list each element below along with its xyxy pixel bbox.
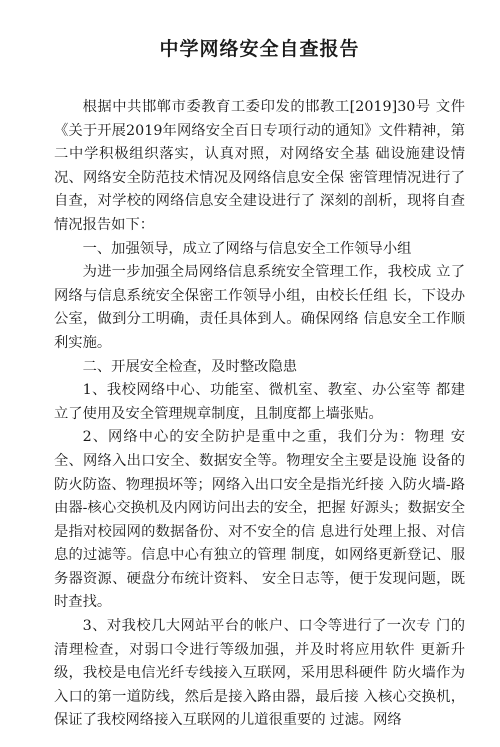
section-heading-2: 二、开展安全检查，及时整改隐患 [82, 358, 298, 375]
item-3-paragraph: 3、对我校几大网站平台的帐户、口令等进行了一次专 门的清理检查，对弱口令进行等级加强，并及时将应用软件 更新升级，我校是电信光纤专线接入互联网，采用思科硬件 防火墙作为入口的第一道防线，然后是接入路由器，最后接 入核心交换机，保证了我校网络接入互联网的儿道很重要的 过滤。网络 [54, 618, 465, 729]
intro-paragraph: 根据中共邯郸市委教育工委印发的邯教工[2019]30号 文件《关于开展2019年网络安全百日专项行动的通知》文件精神，第二中学积极组织落实，认真对照，对网络安全基 础设施建设情况、网络安全防范技术情况及网络信息安全保 密管理情况进行了自查，对学校的网络信息安全建设进行了 深刻的剖析，现将自查情况报告如下： [54, 99, 465, 233]
section-1-paragraph: 为进一步加强全局网络信息系统安全管理工作，我校成 立了网络与信息系统安全保密工作领导小组，由校长任组 长，下设办公室，做到分工明确，责任具体到人。确保网络 信息安全工作顺利实施。 [54, 264, 465, 351]
item-1-paragraph: 1、我校网络中心、功能室、微机室、教室、办公室等 都建立了使用及安全管理规章制度，且制度都上墙张贴。 [54, 382, 465, 422]
item-2-paragraph: 2、网络中心的安全防护是重中之重，我们分为：物理 安全、网络入出口安全、数据安全等。物理安全主要是设施 设备的防火防盗、物理损坏等；网络入出口安全是指光纤接 入防火墙-路由器-核心交换机及内网访问出去的安全，把握 好源头；数据安全是指对校园网的数据备份、对不安全的信 息进行处理上报、对信息的过滤等。信息中心有独立的管理 制度，如网络更新登记、服务器资源、硬盘分布统计资料、 安全日志等，便于发现问题，既时查找。 [54, 429, 465, 611]
section-heading-1: 一、加强领导，成立了网络与信息安全工作领导小组 [82, 240, 412, 257]
document-title: 中学网络安全自查报告 [159, 38, 360, 60]
